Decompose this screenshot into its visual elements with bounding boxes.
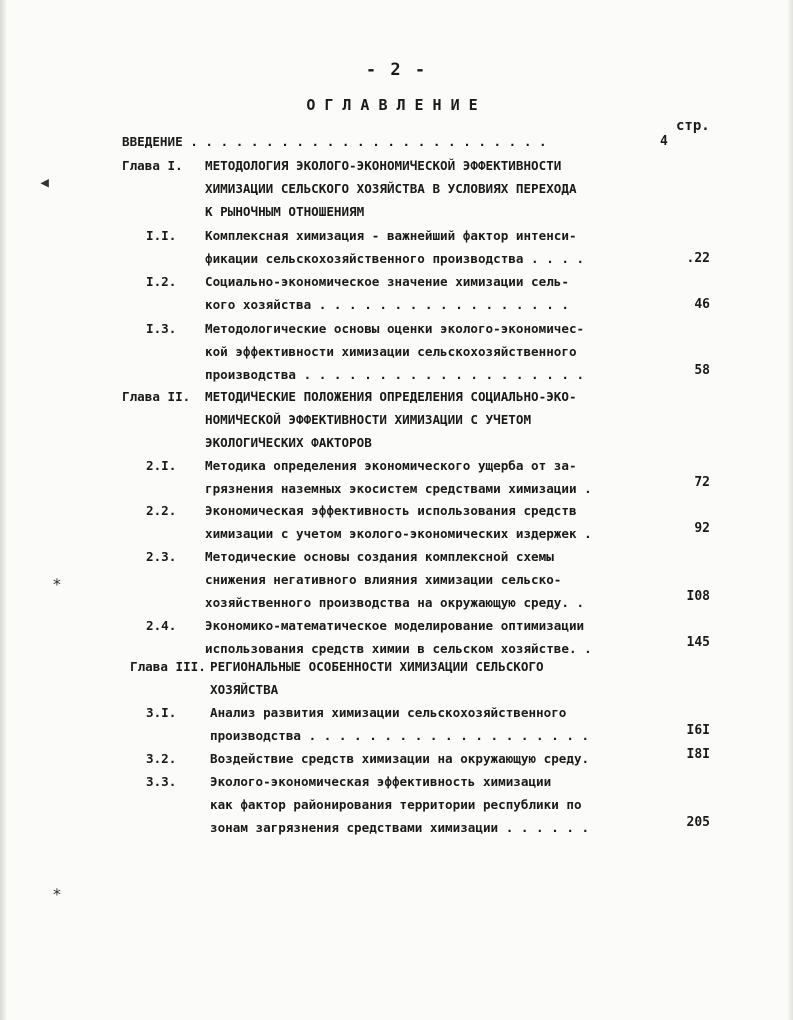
section-title-line: Экономико-математическое моделирование оптимизации — [205, 618, 585, 633]
chapter-title-line: ХОЗЯЙСТВА — [210, 682, 279, 697]
toc-page-number: 58 — [694, 363, 710, 378]
section-number: 3.3. — [146, 774, 177, 789]
chapter-title-line: МЕТОДИЧЕСКИЕ ПОЛОЖЕНИЯ ОПРЕДЕЛЕНИЯ СОЦИАЛЬНО-ЭКО- — [205, 389, 577, 404]
section-title-line: снижения негативного влияния химизации сельско- — [205, 572, 562, 587]
section-number: I.2. — [146, 274, 177, 289]
page-number: - 2 - — [365, 60, 428, 80]
toc-page-number: 4 — [660, 134, 668, 149]
section-title-line: производства . . . . . . . . . . . . . . . . . . . — [205, 367, 585, 382]
section-title-line: Эколого-экономическая эффективность химизации — [210, 774, 552, 789]
left-margin-scribble-mark: ∗ — [52, 572, 62, 591]
section-number: I.I. — [146, 228, 177, 243]
section-number: 2.I. — [146, 458, 177, 473]
section-title-line: зонам загрязнения средствами химизации . . . . . . — [210, 820, 590, 835]
section-title-line: кого хозяйства . . . . . . . . . . . . . . . . . — [205, 297, 569, 312]
section-number: 3.2. — [146, 751, 177, 766]
chapter-title-line: К РЫНОЧНЫМ ОТНОШЕНИЯМ — [205, 204, 365, 219]
page-title: ОГЛАВЛЕНИЕ — [306, 96, 487, 114]
left-margin-scribble-mark: ∗ — [52, 882, 62, 901]
toc-page-number: I6I — [686, 723, 710, 738]
section-title-line: производства . . . . . . . . . . . . . . . . . . . — [210, 728, 590, 743]
section-number: 2.4. — [146, 618, 177, 633]
chapter-title-line: МЕТОДОЛОГИЯ ЭКОЛОГО-ЭКОНОМИЧЕСКОЙ ЭФФЕКТИВНОСТИ — [205, 158, 562, 173]
section-title-line: фикации сельскохозяйственного производства . . . . — [205, 251, 585, 266]
section-title-line: Экономическая эффективность использования средств — [205, 503, 577, 518]
toc-page-number: 46 — [694, 297, 710, 312]
chapter-title-line: ХИМИЗАЦИИ СЕЛЬСКОГО ХОЗЯЙСТВА В УСЛОВИЯХ ПЕРЕХОДА — [205, 181, 577, 196]
page-column-label: стр. — [676, 118, 710, 134]
left-margin-arrow-mark: ◂ — [38, 170, 52, 195]
chapter-label: Глава III. — [130, 659, 206, 674]
toc-page-number: 205 — [686, 815, 710, 830]
section-title-line: Социально-экономическое значение химизации сель- — [205, 274, 569, 289]
section-title-line: Методологические основы оценки эколого-экономичес- — [205, 321, 585, 336]
toc-page-number: 72 — [694, 475, 710, 490]
section-title-line: хозяйственного производства на окружающую среду. . — [205, 595, 585, 610]
section-title-line: Воздействие средств химизации на окружающую среду. — [210, 751, 590, 766]
section-number: 2.3. — [146, 549, 177, 564]
section-title-line: Методика определения экономического ущерба от за- — [205, 458, 577, 473]
toc-page-number: 92 — [694, 521, 710, 536]
section-title-line: химизации с учетом эколого-экономических издержек . — [205, 526, 592, 541]
chapter-title-line: НОМИЧЕСКОЙ ЭФФЕКТИВНОСТИ ХИМИЗАЦИИ С УЧЕТОМ — [205, 412, 532, 427]
section-title-line: использования средств химии в сельском хозяйстве. . — [205, 641, 592, 656]
section-title-line: Комплексная химизация - важнейший фактор интенси- — [205, 228, 577, 243]
section-title-line: Анализ развития химизации сельскохозяйственного — [210, 705, 567, 720]
section-number: I.3. — [146, 321, 177, 336]
section-title-line: Методические основы создания комплексной схемы — [205, 549, 554, 564]
chapter-label: Глава I. — [122, 158, 183, 173]
toc-page-number: 145 — [686, 635, 710, 650]
chapter-title-line: РЕГИОНАЛЬНЫЕ ОСОБЕННОСТИ ХИМИЗАЦИИ СЕЛЬСКОГО — [210, 659, 544, 674]
left-page-edge — [0, 0, 6, 1020]
section-title-line: грязнения наземных экосистем средствами химизации . — [205, 481, 592, 496]
right-page-edge — [787, 0, 793, 1020]
toc-page-number: I08 — [686, 589, 710, 604]
section-number: 3.I. — [146, 705, 177, 720]
section-number: 2.2. — [146, 503, 177, 518]
toc-intro-line: ВВЕДЕНИЕ . . . . . . . . . . . . . . . . . . . . . . . . — [122, 134, 547, 149]
toc-page-number: I8I — [686, 747, 710, 762]
section-title-line: как фактор районирования территории республики по — [210, 797, 582, 812]
chapter-label: Глава II. — [122, 389, 191, 404]
toc-page-number: .22 — [686, 251, 710, 266]
chapter-title-line: ЭКОЛОГИЧЕСКИХ ФАКТОРОВ — [205, 435, 372, 450]
section-title-line: кой эффективности химизации сельскохозяйственного — [205, 344, 577, 359]
